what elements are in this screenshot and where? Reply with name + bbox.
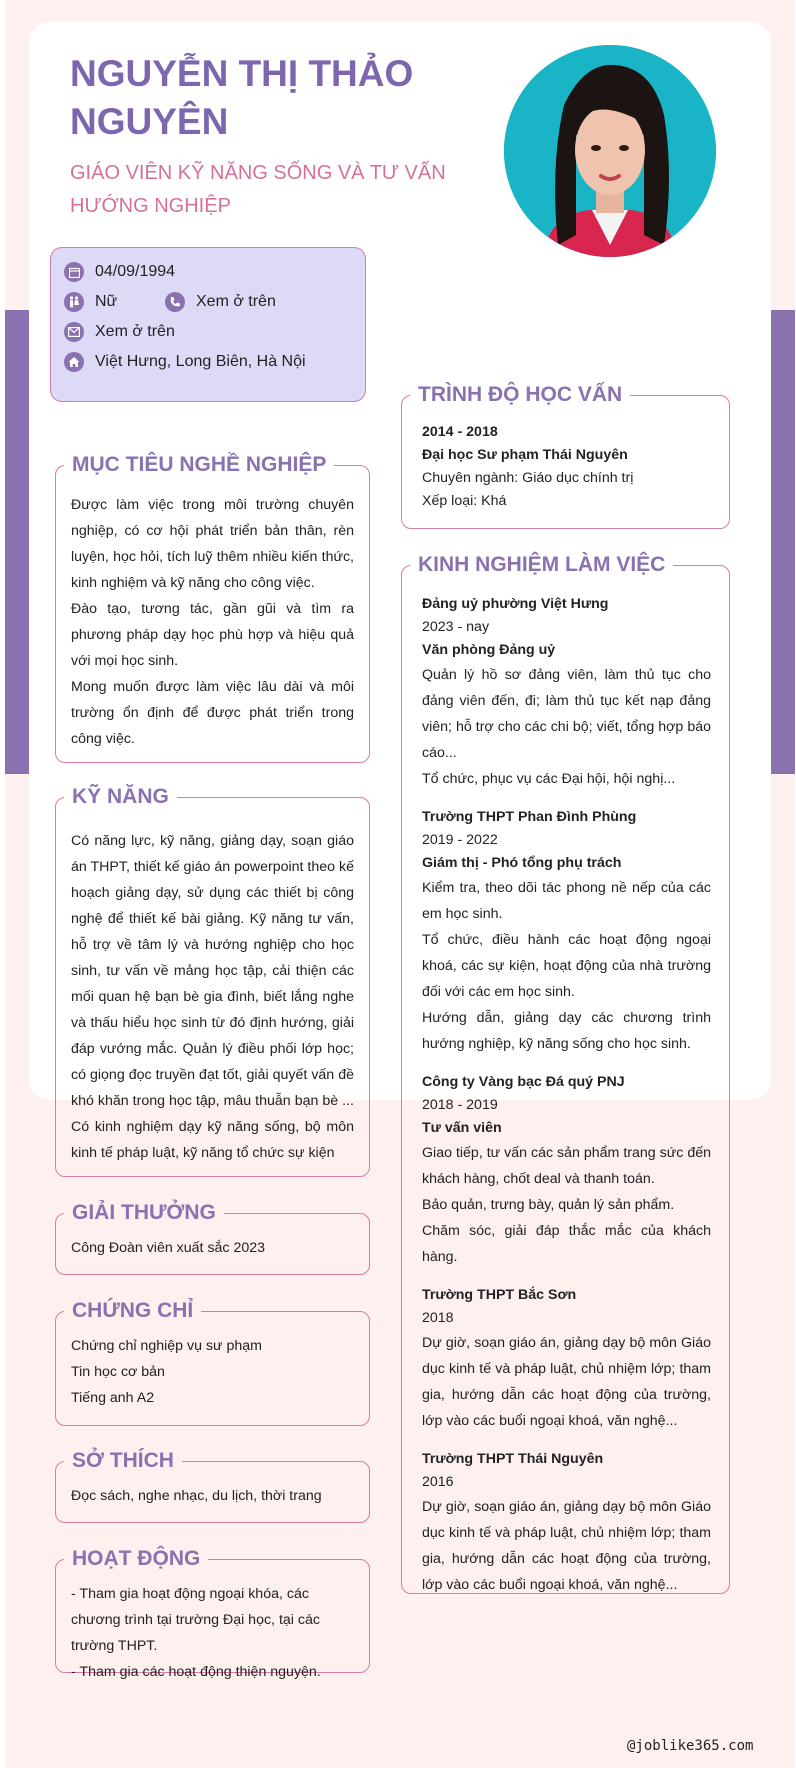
- activity-item: - Tham gia hoạt động ngoại khóa, các chương trình tại trường Đại học, tại các trường THPT.: [71, 1586, 320, 1654]
- education-body: [422, 421, 711, 513]
- awards-title: GIẢI THƯỞNG: [64, 1198, 224, 1228]
- skills-text: Có năng lực, kỹ năng, giảng dạy, soạn giáo án THPT, thiết kế giáo án powerpoint theo kế hoạch giảng dạy, sử dụng các thiết bị công nghệ để thiết kế bài giảng. Kỹ năng tư vấn, hỗ trợ về tâm lý và hướng nghiệp cho học sinh, tư vấn về mảng học tập, cải thiện các mối quan hệ bạn bè gia đình, biết lắng nghe và thấu hiểu học sinh từ đó định hướng, giải đáp vướng mắc. Quản lý điều phối lớp học; có giọng đọc truyền đạt tốt, giải quyết vấn đề khó khăn trong học tập, mâu thuẫn bạn bè ... Có kinh nghiệm dạy kỹ năng sống, bộ môn kinh tế pháp luật, kỹ năng tổ chức sự kiện: [71, 833, 354, 1161]
- skills-body: [71, 828, 354, 1166]
- job-entry: [422, 1284, 711, 1434]
- job-position: Tư vấn viên: [422, 1120, 502, 1136]
- awards-body: [71, 1235, 354, 1261]
- education-school: Đại học Sư phạm Thái Nguyên: [422, 447, 628, 463]
- certificate-item: Chứng chỉ nghiệp vụ sư phạm: [71, 1338, 262, 1354]
- education-grade: Xếp loại: Khá: [422, 493, 507, 509]
- gender-icon: [64, 292, 84, 312]
- birthday-text: 04/09/1994: [95, 263, 176, 280]
- education-period: 2014 - 2018: [422, 424, 498, 440]
- job-period: 2016: [422, 1474, 454, 1490]
- objective-body: [71, 492, 354, 752]
- calendar-icon: [64, 262, 84, 282]
- contact-birthday: [64, 262, 175, 282]
- experience-body: [422, 593, 711, 1598]
- certificates-section: [55, 1299, 370, 1426]
- mail-icon: [64, 322, 84, 342]
- education-section: [401, 383, 730, 529]
- contact-phone[interactable]: [165, 292, 276, 312]
- objective-title: MỤC TIÊU NGHỀ NGHIỆP: [64, 450, 334, 480]
- job-period: 2023 - nay: [422, 619, 490, 635]
- gender-text: Nữ: [95, 293, 118, 310]
- home-icon: [64, 352, 84, 372]
- activities-body: [71, 1581, 354, 1685]
- hobbies-title: SỞ THÍCH: [64, 1446, 182, 1476]
- job-entry: [422, 806, 711, 1057]
- job-entry: [422, 1071, 711, 1270]
- job-period: 2018 - 2019: [422, 1097, 498, 1113]
- certificate-item: Tiếng anh A2: [71, 1390, 155, 1406]
- candidate-name: NGUYỄN THỊ THẢO NGUYÊN: [70, 53, 414, 142]
- job-line: Kiểm tra, theo dõi tác phong nề nếp của các em học sinh.: [422, 880, 711, 922]
- hobbies-body: [71, 1483, 354, 1509]
- job-line: Chăm sóc, giải đáp thắc mắc của khách hàng.: [422, 1223, 711, 1265]
- job-company: Đảng uỷ phường Việt Hưng: [422, 596, 609, 612]
- certificates-body: [71, 1333, 354, 1411]
- job-period: 2018: [422, 1310, 454, 1326]
- job-line: Quản lý hồ sơ đảng viên, làm thủ tục cho đảng viên đến, đi; làm thủ tục kết nạp đảng viên; hỗ trợ cho các chi bộ; viết, tổng hợp báo cáo...: [422, 667, 711, 761]
- objective-paragraph: Đào tạo, tương tác, gần gũi và tìm ra phương pháp dạy học phù hợp và hiệu quả với mọi học sinh.: [71, 601, 354, 669]
- education-major: Chuyên ngành: Giáo dục chính trị: [422, 470, 634, 486]
- job-line: Giao tiếp, tư vấn các sản phẩm trang sức đến khách hàng, chốt deal và thanh toán.: [422, 1145, 711, 1187]
- skills-title: KỸ NĂNG: [64, 782, 177, 812]
- avatar: [504, 45, 716, 257]
- candidate-role: GIÁO VIÊN KỸ NĂNG SỐNG VÀ TƯ VẤN HƯỚNG NGHIỆP: [70, 162, 446, 217]
- footer-brand[interactable]: @joblike365.com: [627, 1738, 754, 1754]
- education-title: TRÌNH ĐỘ HỌC VẤN: [410, 380, 630, 410]
- experience-section: [401, 553, 730, 1594]
- contact-gender: [64, 292, 117, 312]
- objective-paragraph: Được làm việc trong môi trường chuyên nghiệp, có cơ hội phát triển bản thân, rèn luyện, học hỏi, tích luỹ thêm nhiều kiến thức, kinh nghiệm và kỹ năng cho công việc.: [71, 497, 354, 591]
- objective-paragraph: Mong muốn được làm việc lâu dài và môi trường ổn định để được phát triển trong công việc.: [71, 679, 354, 747]
- phone-text: Xem ở trên: [196, 293, 276, 310]
- hobbies-text: Đọc sách, nghe nhạc, du lịch, thời trang: [71, 1488, 322, 1504]
- activities-title: HOẠT ĐỘNG: [64, 1544, 208, 1574]
- activity-item: - Tham gia các hoạt động thiện nguyện.: [71, 1664, 321, 1680]
- job-position: Giám thị - Phó tổng phụ trách: [422, 855, 622, 871]
- job-line: Dự giờ, soạn giáo án, giảng dạy bộ môn Giáo dục kinh tế và pháp luật, chủ nhiệm lớp; tham gia, hướng dẫn các hoạt động của trường, lớp vào các buổi ngoại khoá, văn nghệ...: [422, 1499, 711, 1593]
- contact-email[interactable]: [64, 322, 175, 342]
- job-entry: [422, 593, 711, 792]
- job-company: Trường THPT Bắc Sơn: [422, 1287, 577, 1303]
- contact-address: [64, 352, 306, 372]
- award-item: Công Đoàn viên xuất sắc 2023: [71, 1240, 266, 1256]
- job-line: Dự giờ, soạn giáo án, giảng dạy bộ môn Giáo dục kinh tế và pháp luật, chủ nhiệm lớp; tham gia, hướng dẫn các hoạt động của trường, lớp vào các buổi ngoại khoá, văn nghệ...: [422, 1335, 711, 1429]
- objective-section: [55, 453, 370, 763]
- portrait-photo: [504, 45, 716, 257]
- hobbies-section: [55, 1449, 370, 1523]
- job-line: Tổ chức, điều hành các hoạt động ngoại khoá, các sự kiện, hoạt động của nhà trường đối với các em học sinh.: [422, 932, 711, 1000]
- contact-box: [50, 247, 366, 402]
- job-line: Tổ chức, phục vụ các Đại hội, hội nghị...: [422, 771, 676, 787]
- job-position: Văn phòng Đảng uỷ: [422, 642, 556, 658]
- job-company: Công ty Vàng bạc Đá quý PNJ: [422, 1074, 625, 1090]
- job-company: Trường THPT Phan Đình Phùng: [422, 809, 637, 825]
- certificate-item: Tin học cơ bản: [71, 1364, 165, 1380]
- experience-title: KINH NGHIỆM LÀM VIỆC: [410, 550, 673, 580]
- job-company: Trường THPT Thái Nguyên: [422, 1451, 604, 1467]
- activities-section: [55, 1547, 370, 1680]
- phone-icon: [165, 292, 185, 312]
- email-text: Xem ở trên: [95, 323, 175, 340]
- job-entry: [422, 1448, 711, 1598]
- awards-section: [55, 1201, 370, 1275]
- job-line: Hướng dẫn, giảng dạy các chương trình hướng nghiệp, kỹ năng sống cho học sinh.: [422, 1010, 711, 1052]
- job-period: 2019 - 2022: [422, 832, 498, 848]
- skills-section: [55, 785, 370, 1177]
- address-text: Việt Hưng, Long Biên, Hà Nội: [95, 353, 306, 370]
- job-line: Bảo quản, trưng bày, quản lý sản phẩm.: [422, 1197, 675, 1213]
- certificates-title: CHỨNG CHỈ: [64, 1296, 201, 1326]
